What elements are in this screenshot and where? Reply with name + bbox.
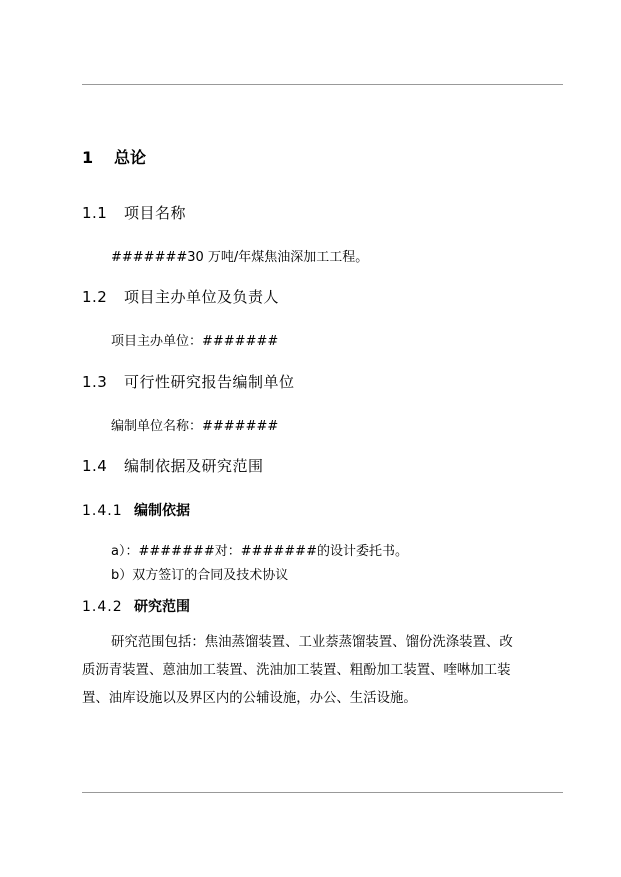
section-number: 1.2 bbox=[82, 288, 108, 306]
subsection-number: 1.4.2 bbox=[82, 599, 123, 615]
subsection-number: 1.4.1 bbox=[82, 503, 123, 519]
header-rule bbox=[82, 84, 563, 85]
chapter-heading bbox=[82, 145, 146, 168]
section-1-2-heading bbox=[82, 286, 279, 307]
section-title: 可行性研究报告编制单位 bbox=[124, 373, 295, 391]
section-1-4-1-heading bbox=[82, 500, 190, 520]
subsection-title: 研究范围 bbox=[134, 599, 190, 615]
section-1-1-body: #######30 万吨/年煤焦油深加工工程。 bbox=[111, 250, 369, 265]
section-1-3-body: 编制单位名称：####### bbox=[111, 419, 279, 434]
section-title: 项目名称 bbox=[124, 204, 187, 222]
list-item: a）：#######对：#######的设计委托书。 bbox=[111, 544, 408, 559]
section-number: 1.1 bbox=[82, 204, 108, 222]
section-1-4-heading bbox=[82, 455, 264, 476]
paragraph-line: 研究范围包括：焦油蒸馏装置、工业萘蒸馏装置、馏份洗涤装置、改 bbox=[111, 635, 513, 650]
paragraph-line: 置、油库设施以及界区内的公辅设施，办公、生活设施。 bbox=[82, 691, 417, 706]
section-number: 1.3 bbox=[82, 373, 108, 391]
section-title: 项目主办单位及负责人 bbox=[124, 288, 280, 306]
section-number: 1.4 bbox=[82, 457, 108, 475]
chapter-title: 总论 bbox=[114, 148, 147, 167]
section-1-1-heading bbox=[82, 202, 186, 223]
chapter-number: 1 bbox=[82, 148, 94, 167]
research-scope-paragraph bbox=[82, 629, 563, 713]
subsection-title: 编制依据 bbox=[134, 503, 190, 519]
section-1-4-2-heading bbox=[82, 596, 190, 616]
section-1-2-body: 项目主办单位：####### bbox=[111, 334, 279, 349]
section-title: 编制依据及研究范围 bbox=[124, 457, 264, 475]
list-item: b）双方签订的合同及技术协议 bbox=[111, 568, 289, 583]
footer-rule bbox=[82, 792, 563, 793]
section-1-3-heading bbox=[82, 371, 295, 392]
paragraph-line: 质沥青装置、蒽油加工装置、洗油加工装置、粗酚加工装置、喹啉加工装 bbox=[82, 663, 511, 678]
